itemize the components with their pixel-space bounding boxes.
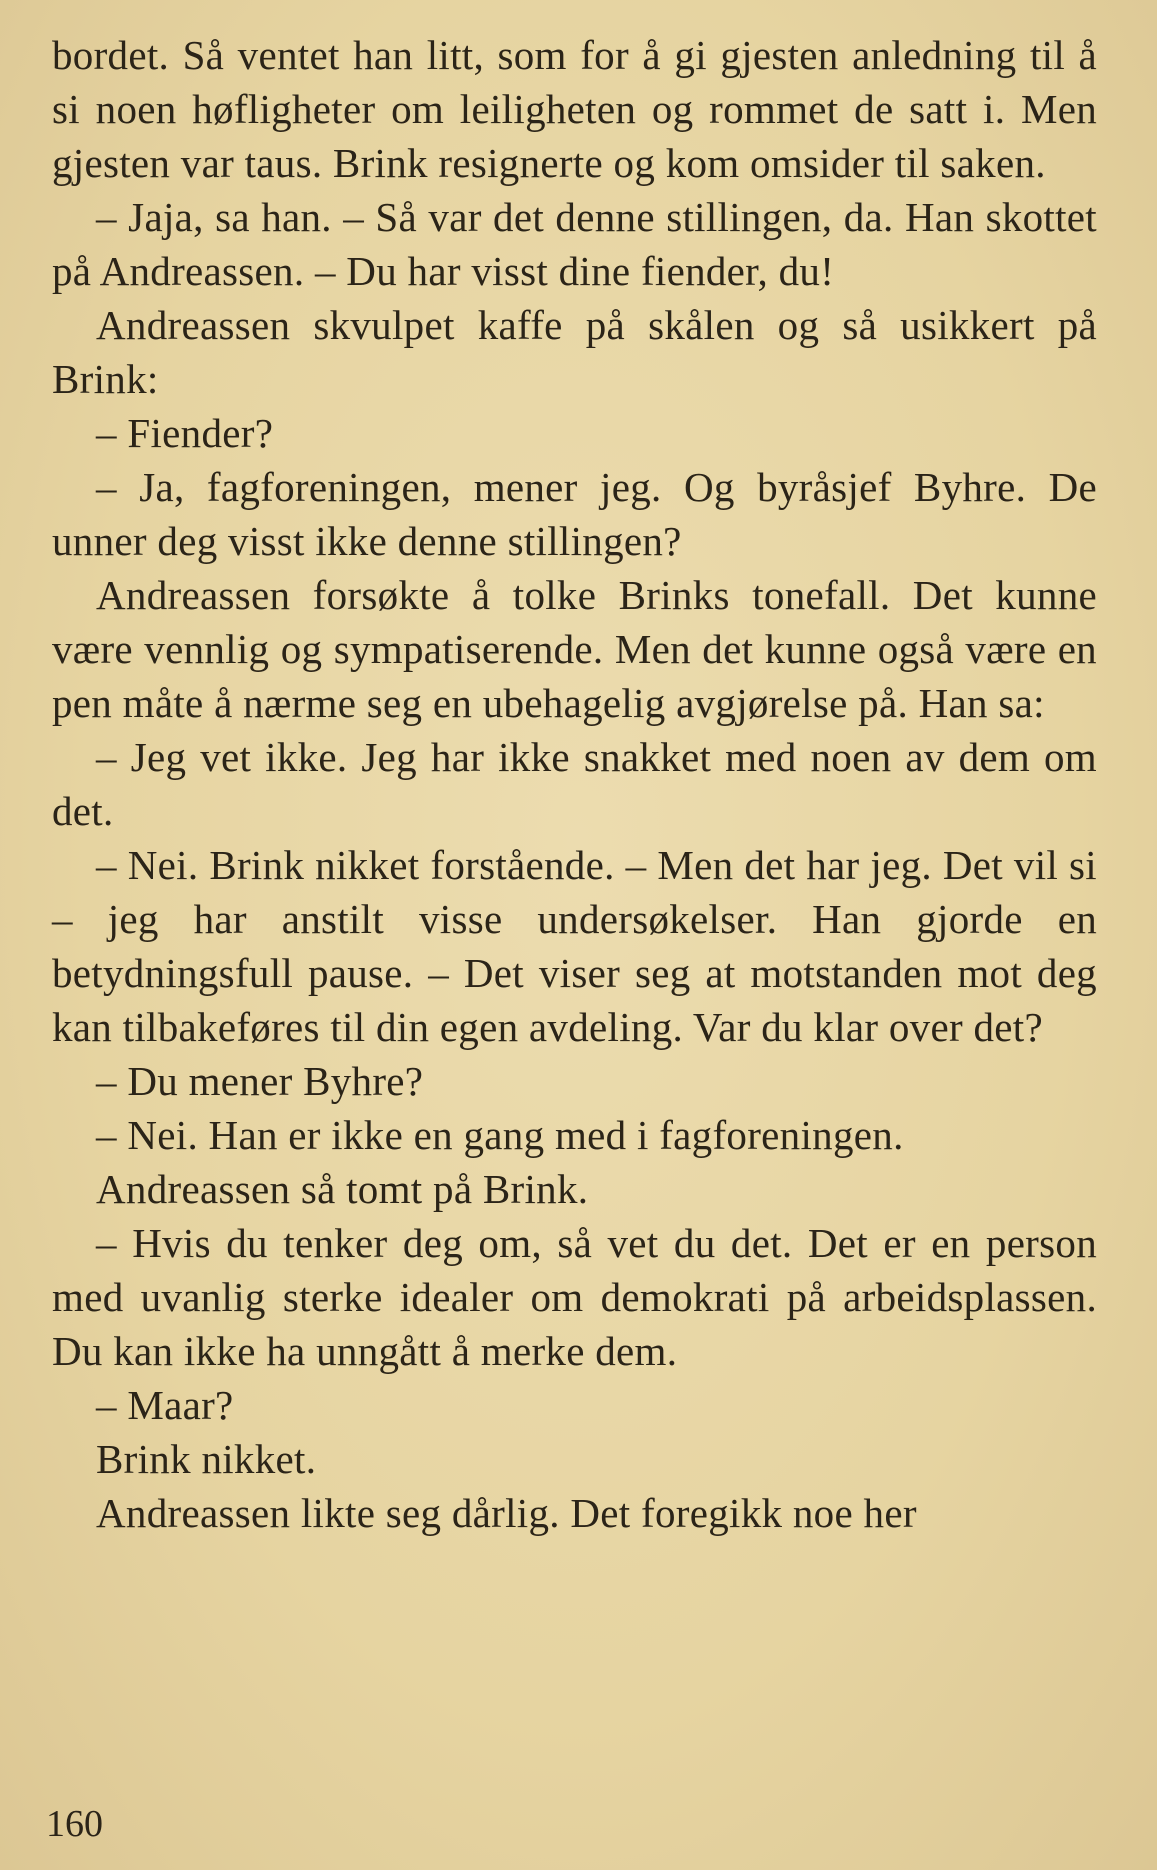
paragraph-12: – Hvis du tenker deg om, så vet du det. Det er en person med uvanlig sterke idealer om demokrati på arbeidsplassen. Du kan ikke ha unngått å merke dem. — [52, 1220, 1097, 1374]
paragraph-6: Andreassen forsøkte å tolke Brinks tonefall. Det kunne være vennlig og sympatiserende. Men det kunne også være en pen måte å nærme seg en ubehagelig avgjørelse på. Han sa: — [52, 572, 1097, 726]
page-number: 160 — [46, 1803, 103, 1845]
paragraph-9: – Du mener Byhre? — [96, 1058, 424, 1104]
paragraph-10: – Nei. Han er ikke en gang med i fagforeningen. — [96, 1112, 904, 1158]
body-text — [52, 28, 1097, 1540]
paragraph-15: Andreassen likte seg dårlig. Det foregikk noe her — [96, 1490, 917, 1536]
paragraph-11: Andreassen så tomt på Brink. — [96, 1166, 589, 1212]
paragraph-8: – Nei. Brink nikket forstående. – Men det har jeg. Det vil si – jeg har anstilt visse undersøkelser. Han gjorde en betydningsfull pause. – Det viser seg at motstanden mot deg kan tilbakeføres til din egen avdeling. Var du klar over det? — [52, 842, 1097, 1050]
paragraph-4: – Fiender? — [96, 410, 274, 456]
paragraph-7: – Jeg vet ikke. Jeg har ikke snakket med noen av dem om det. — [52, 734, 1097, 834]
paragraph-13: – Maar? — [96, 1382, 234, 1428]
paragraph-1: bordet. Så ventet han litt, som for å gi gjesten anledning til å si noen høfligheter om leiligheten og rommet de satt i. Men gjesten var taus. Brink resignerte og kom omsider til saken. — [52, 32, 1097, 186]
paragraph-5: – Ja, fagforeningen, mener jeg. Og byråsjef Byhre. De unner deg visst ikke denne stillingen? — [52, 464, 1097, 564]
paragraph-14: Brink nikket. — [96, 1436, 317, 1482]
paragraph-2: – Jaja, sa han. – Så var det denne stillingen, da. Han skottet på Andreassen. – Du har visst dine fiender, du! — [52, 194, 1097, 294]
paragraph-3: Andreassen skvulpet kaffe på skålen og så usikkert på Brink: — [52, 302, 1097, 402]
